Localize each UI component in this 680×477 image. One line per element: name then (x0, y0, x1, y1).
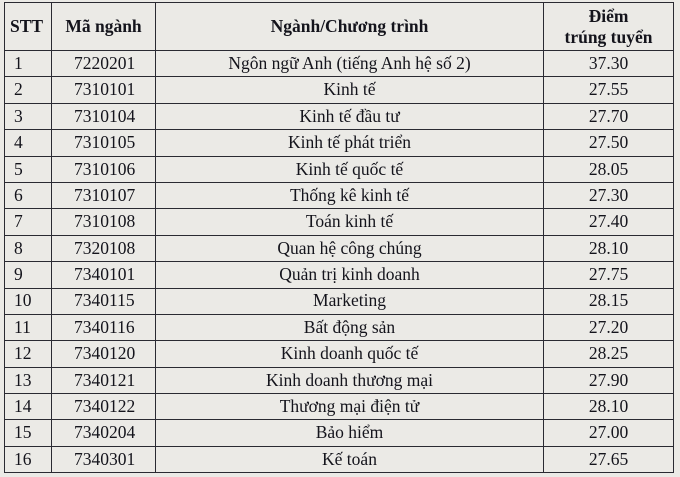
table-row (5, 103, 674, 129)
row-score: 27.55 (544, 77, 674, 103)
row-stt: 16 (5, 446, 52, 472)
table-row (5, 235, 674, 261)
row-score: 28.15 (544, 288, 674, 314)
row-stt: 3 (5, 103, 52, 129)
row-score: 27.75 (544, 262, 674, 288)
row-code: 7310104 (52, 103, 156, 129)
row-stt: 11 (5, 314, 52, 340)
row-code: 7310105 (52, 130, 156, 156)
header-stt: STT (5, 3, 52, 51)
admission-scores-table (4, 2, 674, 473)
table-header-row (5, 3, 674, 51)
row-stt: 1 (5, 51, 52, 77)
row-code: 7310107 (52, 182, 156, 208)
header-score-line2: trúng tuyển (564, 26, 653, 47)
row-stt: 2 (5, 77, 52, 103)
row-program: Kinh tế phát triển (156, 130, 544, 156)
row-code: 7340204 (52, 420, 156, 446)
row-code: 7340115 (52, 288, 156, 314)
row-stt: 9 (5, 262, 52, 288)
row-code: 7310106 (52, 156, 156, 182)
row-score: 28.25 (544, 341, 674, 367)
row-program: Thống kê kinh tế (156, 182, 544, 208)
table-row (5, 77, 674, 103)
row-program: Quan hệ công chúng (156, 235, 544, 261)
row-code: 7320108 (52, 235, 156, 261)
row-program: Bất động sản (156, 314, 544, 340)
row-code: 7310101 (52, 77, 156, 103)
row-stt: 6 (5, 182, 52, 208)
row-code: 7310108 (52, 209, 156, 235)
header-score-line1: Điểm (588, 5, 629, 26)
row-score: 28.10 (544, 394, 674, 420)
row-program: Kinh tế (156, 77, 544, 103)
row-program: Toán kinh tế (156, 209, 544, 235)
row-stt: 14 (5, 394, 52, 420)
row-stt: 13 (5, 367, 52, 393)
row-score: 27.20 (544, 314, 674, 340)
row-code: 7340121 (52, 367, 156, 393)
row-stt: 15 (5, 420, 52, 446)
table-row (5, 367, 674, 393)
row-score: 28.10 (544, 235, 674, 261)
table-row (5, 341, 674, 367)
header-program: Ngành/Chương trình (156, 3, 544, 51)
row-stt: 12 (5, 341, 52, 367)
table-row (5, 288, 674, 314)
header-score (544, 3, 674, 51)
row-program: Kinh tế quốc tế (156, 156, 544, 182)
row-score: 37.30 (544, 51, 674, 77)
row-code: 7340301 (52, 446, 156, 472)
row-program: Quản trị kinh doanh (156, 262, 544, 288)
row-stt: 10 (5, 288, 52, 314)
row-program: Kinh doanh thương mại (156, 367, 544, 393)
table-row (5, 446, 674, 472)
table-row (5, 262, 674, 288)
row-program: Marketing (156, 288, 544, 314)
row-score: 27.40 (544, 209, 674, 235)
row-stt: 8 (5, 235, 52, 261)
row-program: Kinh tế đầu tư (156, 103, 544, 129)
row-program: Kinh doanh quốc tế (156, 341, 544, 367)
table-row (5, 209, 674, 235)
table-row (5, 420, 674, 446)
row-program: Bảo hiểm (156, 420, 544, 446)
table-row (5, 156, 674, 182)
row-score: 27.30 (544, 182, 674, 208)
row-stt: 4 (5, 130, 52, 156)
row-code: 7340122 (52, 394, 156, 420)
row-program: Thương mại điện tử (156, 394, 544, 420)
row-score: 28.05 (544, 156, 674, 182)
row-code: 7220201 (52, 51, 156, 77)
table-row (5, 51, 674, 77)
table-row (5, 314, 674, 340)
row-score: 27.00 (544, 420, 674, 446)
row-code: 7340120 (52, 341, 156, 367)
row-code: 7340101 (52, 262, 156, 288)
row-stt: 5 (5, 156, 52, 182)
table-row (5, 130, 674, 156)
row-program: Kế toán (156, 446, 544, 472)
row-stt: 7 (5, 209, 52, 235)
table-row (5, 182, 674, 208)
row-code: 7340116 (52, 314, 156, 340)
table-row (5, 394, 674, 420)
row-score: 27.90 (544, 367, 674, 393)
row-program: Ngôn ngữ Anh (tiếng Anh hệ số 2) (156, 51, 544, 77)
row-score: 27.65 (544, 446, 674, 472)
row-score: 27.70 (544, 103, 674, 129)
header-code: Mã ngành (52, 3, 156, 51)
row-score: 27.50 (544, 130, 674, 156)
